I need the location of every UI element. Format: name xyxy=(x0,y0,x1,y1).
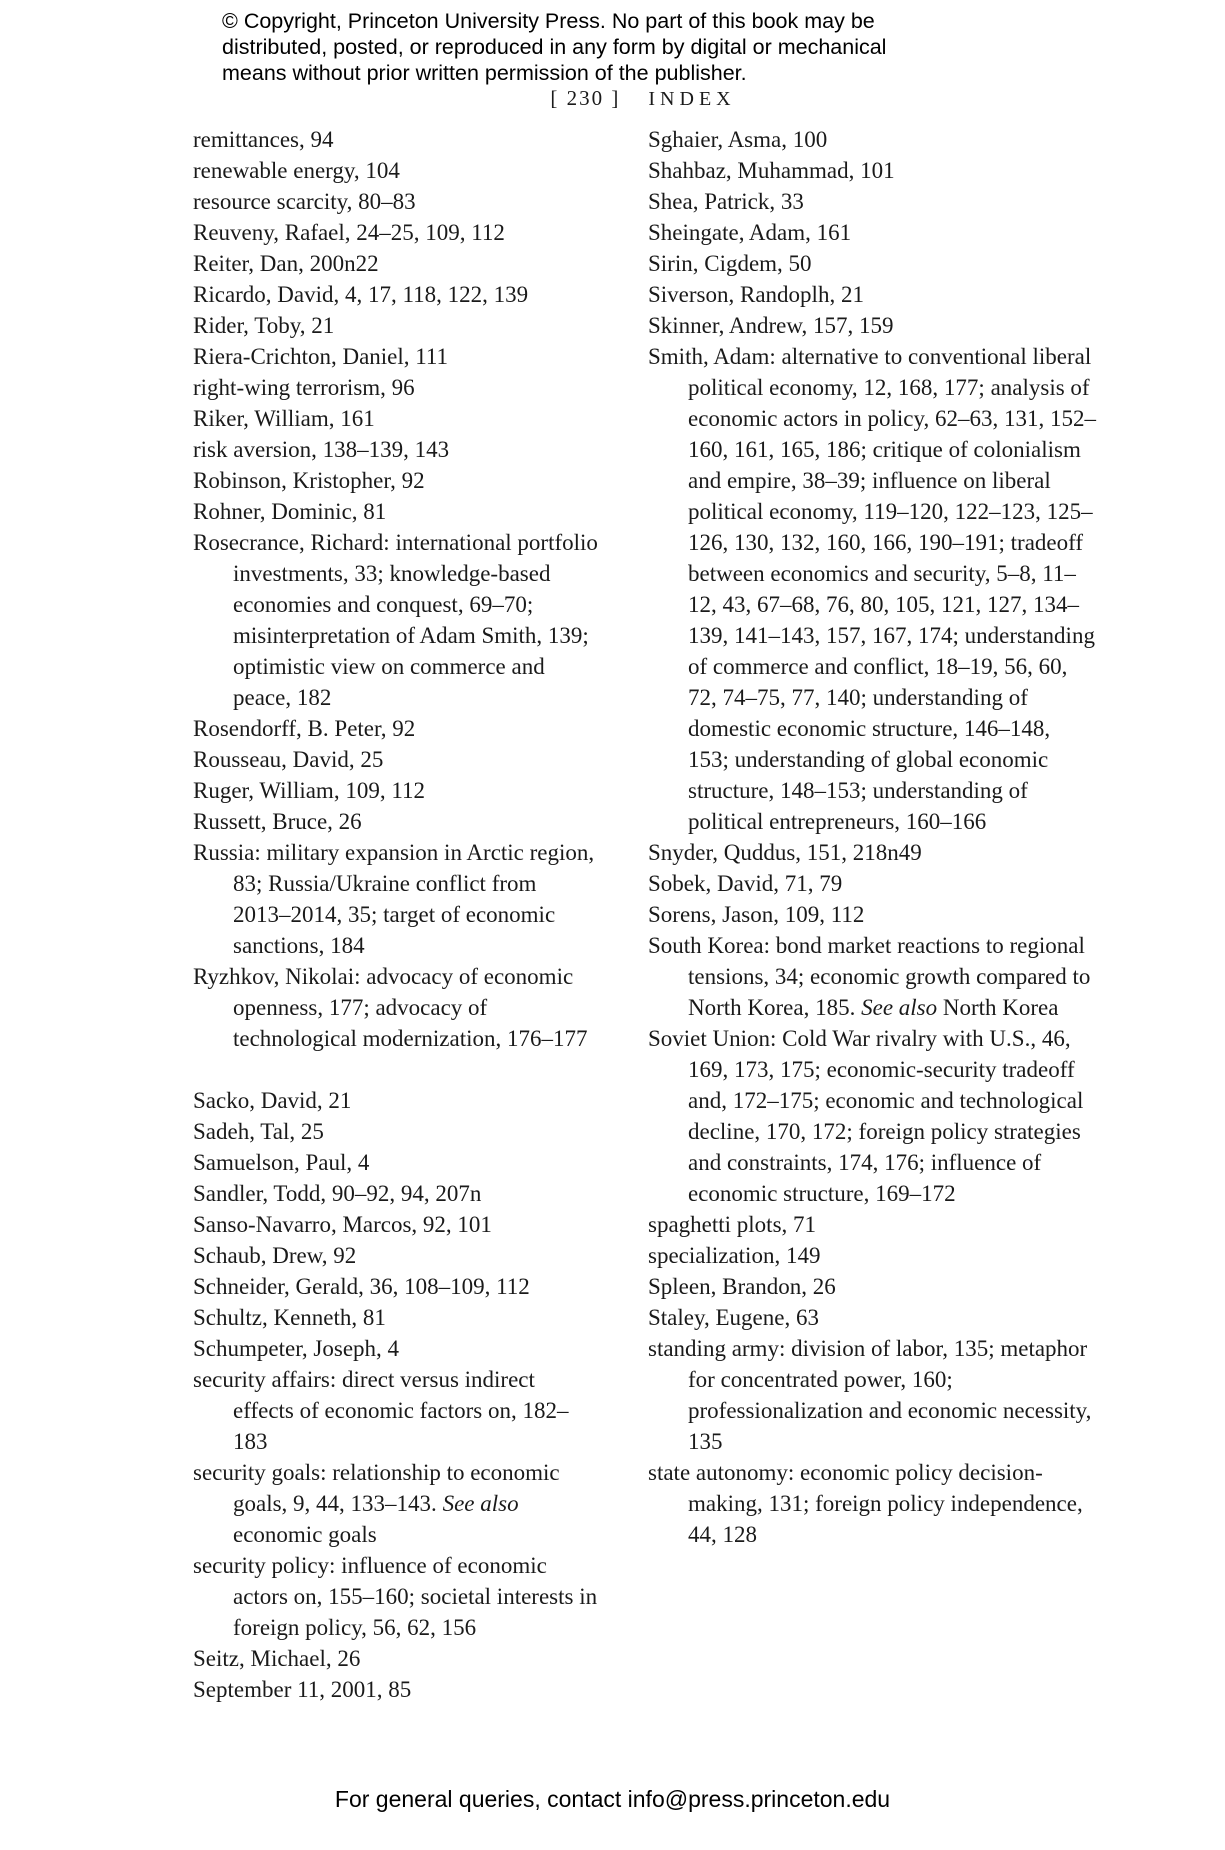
index-entry: Schneider, Gerald, 36, 108–109, 112 xyxy=(193,1274,530,1299)
page-number: [ 230 ] xyxy=(550,86,621,110)
index-entry: security affairs: direct versus indirect effects of economic factors on, 182–183 xyxy=(193,1367,569,1454)
index-title: INDEX xyxy=(648,88,736,110)
index-entry: Schumpeter, Joseph, 4 xyxy=(193,1336,400,1361)
index-body xyxy=(193,124,1096,1705)
index-entry: Shea, Patrick, 33 xyxy=(648,189,804,214)
index-group xyxy=(648,124,1096,1550)
index-entry: Snyder, Quddus, 151, 218n49 xyxy=(648,840,922,865)
running-head xyxy=(193,86,1093,111)
index-left-column xyxy=(193,124,598,1705)
index-entry: Skinner, Andrew, 157, 159 xyxy=(648,313,894,338)
index-entry: spaghetti plots, 71 xyxy=(648,1212,817,1237)
index-entry: Russett, Bruce, 26 xyxy=(193,809,362,834)
copyright-line: distributed, posted, or reproduced in any form by digital or mechanical xyxy=(222,35,887,59)
index-entry: Rosecrance, Richard: international portfolio investments, 33; knowledge-based economies and conquest, 69–70; misinterpretation of Adam Smith, 139; optimistic view on commerce and peace, 182 xyxy=(193,530,598,710)
index-entry: security policy: influence of economic actors on, 155–160; societal interests in foreign policy, 56, 62, 156 xyxy=(193,1553,598,1640)
index-entry: Sandler, Todd, 90–92, 94, 207n xyxy=(193,1181,482,1206)
index-entry: Ryzhkov, Nikolai: advocacy of economic openness, 177; advocacy of technological modernization, 176–177 xyxy=(193,964,588,1051)
index-entry: state autonomy: economic policy decision-making, 131; foreign policy independence, 44, 128 xyxy=(648,1460,1083,1547)
index-entry: Sadeh, Tal, 25 xyxy=(193,1119,324,1144)
index-entry: specialization, 149 xyxy=(648,1243,821,1268)
index-entry: Samuelson, Paul, 4 xyxy=(193,1150,370,1175)
index-entry: Robinson, Kristopher, 92 xyxy=(193,468,425,493)
copyright-line: © Copyright, Princeton University Press. No part of this book may be xyxy=(222,9,875,33)
index-entry: Sacko, David, 21 xyxy=(193,1088,352,1113)
index-entry: Ricardo, David, 4, 17, 118, 122, 139 xyxy=(193,282,529,307)
index-group xyxy=(193,1085,598,1705)
copyright-line: means without prior written permission of the publisher. xyxy=(222,61,747,85)
index-entry: Schaub, Drew, 92 xyxy=(193,1243,357,1268)
index-right-column xyxy=(648,124,1096,1705)
index-entry: Reuveny, Rafael, 24–25, 109, 112 xyxy=(193,220,505,245)
index-entry: Rider, Toby, 21 xyxy=(193,313,335,338)
index-entry: risk aversion, 138–139, 143 xyxy=(193,437,450,462)
index-group xyxy=(193,124,598,1054)
index-entry: Sobek, David, 71, 79 xyxy=(648,871,843,896)
index-entry: Schultz, Kenneth, 81 xyxy=(193,1305,386,1330)
index-entry: South Korea: bond market reactions to regional tensions, 34; economic growth compared to North Korea, 185. See also North Korea xyxy=(648,933,1091,1020)
index-entry: Seitz, Michael, 26 xyxy=(193,1646,361,1671)
index-entry: resource scarcity, 80–83 xyxy=(193,189,416,214)
footer-contact-line: For general queries, contact info@press.princeton.edu xyxy=(334,1786,891,1812)
index-entry: Sirin, Cigdem, 50 xyxy=(648,251,812,276)
index-entry: security goals: relationship to economic goals, 9, 44, 133–143. See also economic goals xyxy=(193,1460,560,1547)
index-entry: Smith, Adam: alternative to conventional liberal political economy, 12, 168, 177; analysis of economic actors in policy, 62–63, 131, 152–160, 161, 165, 186; critique of colonialism and empire, 38–39; influence on liberal political economy, 119–120, 122–123, 125–126, 130, 132, 160, 166, 190–191; tradeoff between economics and security, 5–8, 11–12, 43, 67–68, 76, 80, 105, 121, 127, 134–139, 141–143, 157, 167, 174; understanding of commerce and conflict, 18–19, 56, 60, 72, 74–75, 77, 140; understanding of domestic economic structure, 146–148, 153; understanding of global economic structure, 148–153; understanding of political entrepreneurs, 160–166 xyxy=(648,344,1096,834)
index-entry: standing army: division of labor, 135; metaphor for concentrated power, 160; professionalization and economic necessity, 135 xyxy=(648,1336,1092,1454)
index-entry: Rosendorff, B. Peter, 92 xyxy=(193,716,416,741)
index-entry: Sghaier, Asma, 100 xyxy=(648,127,828,152)
index-entry: right-wing terrorism, 96 xyxy=(193,375,415,400)
index-entry: renewable energy, 104 xyxy=(193,158,400,183)
index-entry: Shahbaz, Muhammad, 101 xyxy=(648,158,895,183)
index-entry: Rohner, Dominic, 81 xyxy=(193,499,387,524)
index-entry: remittances, 94 xyxy=(193,127,334,152)
index-entry: September 11, 2001, 85 xyxy=(193,1677,412,1702)
index-entry: Staley, Eugene, 63 xyxy=(648,1305,819,1330)
index-entry: Riker, William, 161 xyxy=(193,406,375,431)
index-entry: Sheingate, Adam, 161 xyxy=(648,220,852,245)
index-entry: Ruger, William, 109, 112 xyxy=(193,778,425,803)
index-entry: Rousseau, David, 25 xyxy=(193,747,384,772)
index-entry: Siverson, Randoplh, 21 xyxy=(648,282,864,307)
index-entry: Soviet Union: Cold War rivalry with U.S., 46, 169, 173, 175; economic-security tradeoff and, 172–175; economic and technological decline, 170, 172; foreign policy strategies and constraints, 174, 176; influence of economic structure, 169–172 xyxy=(648,1026,1084,1206)
index-entry: Riera-Crichton, Daniel, 111 xyxy=(193,344,449,369)
copyright-notice xyxy=(222,8,952,86)
index-entry: Sorens, Jason, 109, 112 xyxy=(648,902,865,927)
index-entry: Reiter, Dan, 200n22 xyxy=(193,251,379,276)
index-entry: Sanso-Navarro, Marcos, 92, 101 xyxy=(193,1212,492,1237)
index-entry: Spleen, Brandon, 26 xyxy=(648,1274,836,1299)
index-entry: Russia: military expansion in Arctic region, 83; Russia/Ukraine conflict from 2013–2014, 35; target of economic sanctions, 184 xyxy=(193,840,595,958)
